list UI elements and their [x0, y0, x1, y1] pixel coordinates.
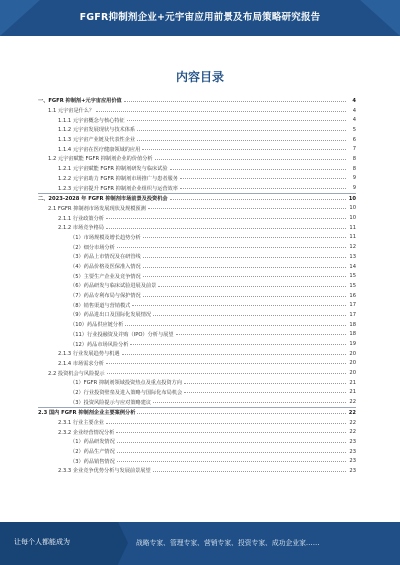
toc-entry-page: 4	[352, 117, 356, 124]
toc-entry[interactable]	[38, 466, 356, 476]
toc-entry-page: 13	[349, 253, 356, 260]
toc-entry[interactable]	[38, 447, 356, 457]
toc-leader-dots	[142, 148, 346, 150]
toc-leader-dots	[153, 470, 346, 472]
toc-entry-title: 1.1 元宇宙是什么？	[48, 108, 95, 115]
toc-leader-dots	[117, 246, 346, 248]
toc-entry-title: 1.1.4 元宇宙在医疗健康领域的应用	[58, 146, 141, 153]
toc-leader-dots	[106, 227, 346, 229]
toc-entry[interactable]	[38, 106, 356, 116]
toc-entry-title: 二、2023-2028 年 FGFR 抑制剂市场前景及投资机会	[38, 196, 168, 203]
toc-leader-dots	[132, 304, 346, 306]
toc-entry-title: 2.1 FGFR 抑制剂市场发展现状及规模预测	[48, 205, 146, 212]
toc-entry-title: （4）药品价格及医保准入情况	[70, 264, 141, 271]
toc-leader-dots	[137, 412, 346, 414]
footer-left-panel	[0, 522, 118, 565]
toc-leader-dots	[143, 275, 346, 277]
toc-entry-title: 2.3.2 企业经营情况分析	[58, 429, 115, 436]
toc-entry[interactable]	[38, 135, 356, 145]
toc-leader-dots	[184, 382, 346, 384]
toc-entry-title: 1.2.3 元宇宙提升 FGFR 抑制剂企业组织与运营效率	[58, 185, 178, 192]
toc-leader-dots	[125, 324, 346, 326]
toc-title: 内容目录	[175, 70, 224, 84]
toc-entry[interactable]	[38, 233, 356, 243]
toc-entry-title: 2.2 投资机会与风险提示	[48, 370, 105, 377]
toc-entry-title: 2.1.2 市场竞争格局	[58, 225, 104, 232]
toc-leader-dots	[143, 266, 346, 268]
toc-leader-dots	[180, 187, 346, 189]
toc-leader-dots	[143, 236, 346, 238]
toc-entry-title: 1.1.1 元宇宙概念与核心特征	[58, 117, 125, 124]
toc-entry[interactable]	[38, 359, 356, 369]
toc-entry-page: 15	[349, 273, 356, 280]
toc-entry[interactable]	[38, 310, 356, 320]
toc-leader-dots	[117, 441, 346, 443]
toc-entry-title: 1.2.2 元宇宙助力 FGFR 抑制剂市场推广与患者服务	[58, 175, 178, 182]
toc-entry-page: 8	[352, 165, 356, 172]
toc-entry-page: 23	[349, 467, 356, 474]
toc-leader-dots	[137, 139, 346, 141]
toc-leader-dots	[184, 391, 346, 393]
toc-leader-dots	[124, 100, 346, 102]
toc-entry-title: （2）行业投资壁垒及进入策略与国际化布局机会	[70, 389, 183, 396]
toc-entry[interactable]	[38, 388, 356, 398]
toc-entry[interactable]	[38, 291, 356, 301]
toc-entry-title: （3）投资风险提示与应对策略建议	[70, 399, 152, 406]
toc-entry-title: （5）主要生产企业及竞争情况	[70, 273, 141, 280]
toc-entry-title: 2.1.3 行业发展趋势与机遇	[58, 351, 120, 358]
footer-slogan: 让每个人都能成为	[14, 538, 70, 546]
toc-entry-page: 18	[349, 321, 356, 328]
toc-entry-page: 4	[352, 107, 356, 114]
toc-leader-dots	[148, 207, 346, 209]
toc-entry[interactable]	[38, 96, 356, 106]
toc-leader-dots	[158, 285, 346, 287]
toc-leader-dots	[106, 362, 346, 364]
toc-entry-title: （3）药品销售情况	[70, 458, 115, 465]
toc-entry-page: 11	[349, 224, 356, 231]
toc-entry-page: 23	[349, 438, 356, 445]
toc-entry-page: 4	[352, 97, 356, 104]
toc-entry-title: 2.3.1 行业主要企业	[58, 420, 104, 427]
toc-entry-title: （7）药品专利布局与保护情况	[70, 293, 141, 300]
toc-entry-title: 2.1.4 市场需求分析	[58, 360, 104, 367]
toc-entry-page: 23	[349, 458, 356, 465]
toc-entry-title: 2.3 国内 FGFR 抑制剂企业主要案例分析	[38, 410, 136, 417]
toc-entry-page: 15	[349, 282, 356, 289]
toc-leader-dots	[127, 119, 346, 121]
toc-entry[interactable]	[38, 115, 356, 125]
toc-leader-dots	[153, 314, 346, 316]
toc-entry-page: 6	[352, 136, 356, 143]
toc-entry-title: （6）药品研发与临床试验进展及前景	[70, 283, 157, 290]
toc-entry-page: 9	[352, 185, 356, 192]
toc-entry-page: 10	[349, 215, 356, 222]
toc-entry[interactable]	[38, 320, 356, 330]
toc-entry-page: 20	[349, 370, 356, 377]
toc-entry-title: （2）细分市场分析	[70, 244, 115, 251]
toc-entry[interactable]	[38, 154, 356, 164]
toc-entry[interactable]	[38, 407, 356, 418]
toc-entry-page: 22	[349, 399, 356, 406]
toc-entry-title: 一、FGFR 抑制剂+元宇宙应用价值	[38, 98, 122, 105]
toc-entry-title: 1.1.3 元宇宙产业链及代表性企业	[58, 137, 136, 144]
toc-entry[interactable]	[38, 437, 356, 447]
toc-entry[interactable]	[38, 125, 356, 135]
toc-leader-dots	[106, 217, 346, 219]
toc-entry-page: 17	[349, 302, 356, 309]
toc-entry-title: 1.2 元宇宙赋能 FGFR 抑制剂企业的价值分析	[48, 156, 153, 163]
toc-leader-dots	[106, 422, 346, 424]
footer-bar	[0, 522, 400, 565]
toc-leader-dots	[143, 256, 346, 258]
toc-leader-dots	[96, 110, 346, 112]
footer-separator-arrow	[118, 522, 128, 564]
report-title: FGFR抑制剂企业+元宇宙应用前景及布局策略研究报告	[79, 12, 321, 23]
toc-entry-page: 21	[349, 379, 356, 386]
toc-leader-dots	[155, 158, 346, 160]
toc-entry[interactable]	[38, 397, 356, 407]
toc-entry[interactable]	[38, 378, 356, 388]
toc-leader-dots	[153, 401, 346, 403]
toc-entry-page: 22	[348, 409, 356, 416]
toc-entry-page: 9	[352, 175, 356, 182]
toc-entry-page: 17	[349, 311, 356, 318]
toc-entry-page: 19	[349, 341, 356, 348]
toc-entry[interactable]	[38, 164, 356, 174]
toc-entry[interactable]	[38, 204, 356, 214]
toc-entry-title: （8）销售渠道与营销模式	[70, 302, 131, 309]
toc-list	[38, 96, 356, 476]
report-header-bar	[0, 0, 400, 36]
toc-entry-title: 1.1.2 元宇宙发展现状与技术体系	[58, 127, 136, 134]
toc-entry-page: 11	[349, 234, 356, 241]
toc-entry[interactable]	[38, 252, 356, 262]
toc-entry[interactable]	[38, 339, 356, 349]
toc-entry-page: 12	[349, 244, 356, 251]
toc-entry[interactable]	[38, 262, 356, 272]
toc-entry-title: （9）药品进出口及国际化发展情况	[70, 312, 152, 319]
toc-entry-page: 20	[349, 360, 356, 367]
toc-entry[interactable]	[38, 242, 356, 252]
toc-entry-title: 2.1.1 行业政策分析	[58, 215, 104, 222]
toc-entry[interactable]	[38, 183, 356, 193]
toc-entry-page: 22	[349, 429, 356, 436]
toc-leader-dots	[170, 168, 346, 170]
toc-entry-page: 21	[349, 389, 356, 396]
toc-leader-dots	[180, 177, 346, 179]
toc-entry-page: 8	[352, 155, 356, 162]
toc-entry[interactable]	[38, 418, 356, 428]
toc-leader-dots	[137, 129, 346, 131]
toc-entry-title: （3）药品上市情况及在研管线	[70, 254, 141, 261]
toc-leader-dots	[117, 451, 346, 453]
toc-leader-dots	[122, 353, 346, 355]
toc-entry[interactable]	[38, 144, 356, 154]
toc-entry-page: 20	[349, 350, 356, 357]
toc-entry[interactable]	[38, 368, 356, 378]
toc-entry-page: 14	[349, 263, 356, 270]
toc-entry[interactable]	[38, 193, 356, 204]
toc-entry-page: 23	[349, 448, 356, 455]
toc-leader-dots	[170, 198, 346, 200]
toc-leader-dots	[107, 372, 346, 374]
toc-entry[interactable]	[38, 349, 356, 359]
toc-entry-page: 7	[352, 146, 356, 153]
toc-leader-dots	[176, 333, 346, 335]
toc-entry-title: （11）行业投融资及并购（IPO）分析与展望	[70, 331, 174, 338]
toc-entry-title: （2）药品生产情况	[70, 449, 115, 456]
toc-entry-title: （12）药品市场风险分析	[70, 341, 129, 348]
toc-entry[interactable]	[38, 223, 356, 233]
toc-entry[interactable]	[38, 300, 356, 310]
toc-entry[interactable]	[38, 213, 356, 223]
toc-entry-title: （1）药品研发情况	[70, 439, 115, 446]
toc-entry-title: （10）药品供应链分析	[70, 322, 124, 329]
toc-leader-dots	[143, 295, 346, 297]
toc-entry-title: （1）市场规模及增长趋势分析	[70, 234, 141, 241]
toc-entry-title: 2.3.3 企业竞争优势分析与发展前景展望	[58, 468, 151, 475]
toc-entry-page: 10	[349, 205, 356, 212]
toc-leader-dots	[117, 460, 346, 462]
toc-entry[interactable]	[38, 456, 356, 466]
toc-leader-dots	[130, 343, 346, 345]
toc-entry-page: 10	[348, 195, 356, 202]
toc-entry-page: 18	[349, 331, 356, 338]
toc-entry-title: （1）FGFR 抑制剂领域投资热点及重点投资方向	[70, 380, 182, 387]
toc-entry[interactable]	[38, 174, 356, 184]
toc-entry[interactable]	[38, 281, 356, 291]
toc-entry[interactable]	[38, 427, 356, 437]
toc-entry-title: 1.2.1 元宇宙赋能 FGFR 抑制剂研发与临床试验	[58, 166, 168, 173]
toc-entry[interactable]	[38, 330, 356, 340]
toc-entry-page: 22	[349, 419, 356, 426]
toc-entry-page: 16	[349, 292, 356, 299]
footer-tagline: 战略专家、管理专家、营销专家、投资专家、成功企业家……	[136, 539, 320, 547]
toc-entry[interactable]	[38, 271, 356, 281]
toc-leader-dots	[116, 431, 346, 433]
toc-entry-page: 5	[352, 126, 356, 133]
